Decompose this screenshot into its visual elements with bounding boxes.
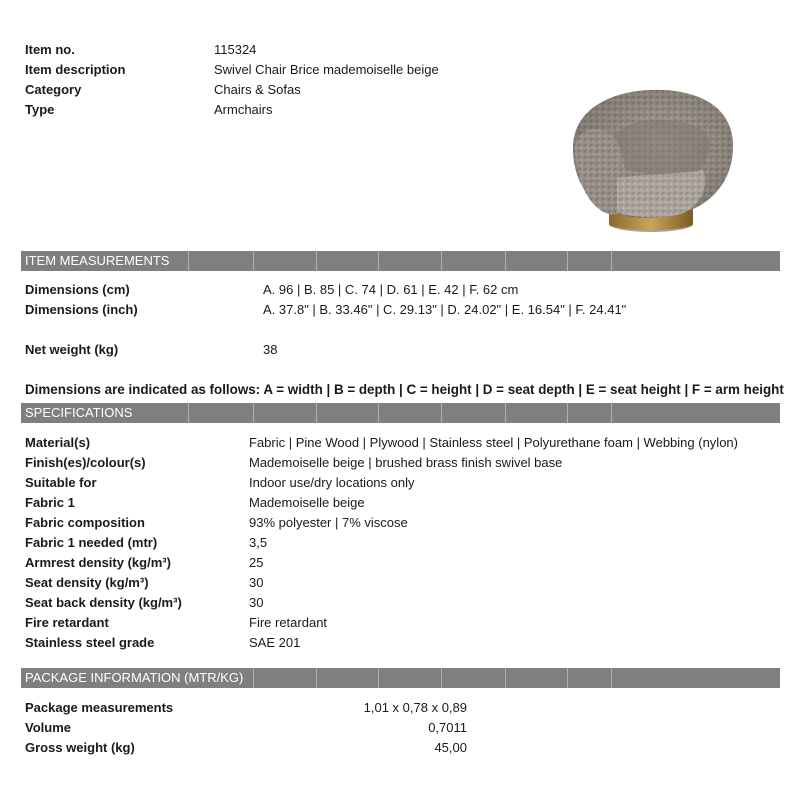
package-information-header [21, 668, 780, 688]
item-description-label: Item description [25, 62, 126, 77]
spec-value-fabric-needed: 3,5 [249, 535, 268, 550]
spec-value-armrest-density: 25 [249, 555, 264, 570]
type-value: Armchairs [214, 102, 273, 117]
category-label: Category [25, 82, 82, 97]
spec-label-seat-back-density: Seat back density (kg/m³) [25, 595, 182, 610]
dimensions-inch-value: A. 37.8" | B. 33.46" | C. 29.13" | D. 24.02" | E. 16.54" | F. 24.41" [263, 302, 627, 317]
dimensions-cm-label: Dimensions (cm) [25, 282, 130, 297]
spec-value-materials: Fabric | Pine Wood | Plywood | Stainless steel | Polyurethane foam | Webbing (nylon) [249, 435, 738, 450]
spec-label-suitable-for: Suitable for [25, 475, 97, 490]
package-measurements-value: 1,01 x 0,78 x 0,89 [363, 700, 467, 715]
gross-weight-label: Gross weight (kg) [25, 740, 135, 755]
type-label: Type [25, 102, 55, 117]
item-description-value: Swivel Chair Brice mademoiselle beige [214, 62, 439, 77]
spec-value-fire-retardant: Fire retardant [249, 615, 328, 630]
gross-weight-value: 45,00 [434, 740, 467, 755]
dimensions-cm-value: A. 96 | B. 85 | C. 74 | D. 61 | E. 42 | F. 62 cm [263, 282, 519, 297]
dimensions-inch-label: Dimensions (inch) [25, 302, 138, 317]
spec-value-finish: Mademoiselle beige | brushed brass finish swivel base [249, 455, 563, 470]
dimensions-legend: Dimensions are indicated as follows: A = width | B = depth | C = height | D = seat depth | E = seat height | F = arm height [25, 382, 784, 397]
specifications-title: SPECIFICATIONS [25, 405, 133, 420]
volume-label: Volume [25, 720, 71, 735]
specifications-header [21, 403, 780, 423]
spec-label-materials: Material(s) [25, 435, 91, 450]
spec-value-seat-density: 30 [249, 575, 264, 590]
package-measurements-label: Package measurements [25, 700, 174, 715]
package-information-title: PACKAGE INFORMATION (MTR/KG) [25, 670, 244, 685]
swivel-chair-photo [553, 78, 743, 238]
volume-value: 0,7011 [428, 720, 467, 735]
spec-label-armrest-density: Armrest density (kg/m³) [25, 555, 171, 570]
spec-label-fabric-1: Fabric 1 [25, 495, 75, 510]
spec-value-fabric-composition: 93% polyester | 7% viscose [249, 515, 408, 530]
item-no-label: Item no. [25, 42, 75, 57]
net-weight-label: Net weight (kg) [25, 342, 119, 357]
spec-value-seat-back-density: 30 [249, 595, 264, 610]
spec-label-fabric-needed: Fabric 1 needed (mtr) [25, 535, 158, 550]
spec-value-fabric-1: Mademoiselle beige [249, 495, 365, 510]
spec-label-seat-density: Seat density (kg/m³) [25, 575, 149, 590]
net-weight-value: 38 [263, 342, 278, 357]
category-value: Chairs & Sofas [214, 82, 301, 97]
item-no-value: 115324 [214, 42, 257, 57]
item-measurements-title: ITEM MEASUREMENTS [25, 253, 170, 268]
spec-value-steel-grade: SAE 201 [249, 635, 301, 650]
spec-value-suitable-for: Indoor use/dry locations only [249, 475, 415, 490]
spec-label-fire-retardant: Fire retardant [25, 615, 109, 630]
spec-label-fabric-composition: Fabric composition [25, 515, 145, 530]
item-measurements-header [21, 251, 780, 271]
spec-label-steel-grade: Stainless steel grade [25, 635, 155, 650]
spec-label-finish: Finish(es)/colour(s) [25, 455, 146, 470]
